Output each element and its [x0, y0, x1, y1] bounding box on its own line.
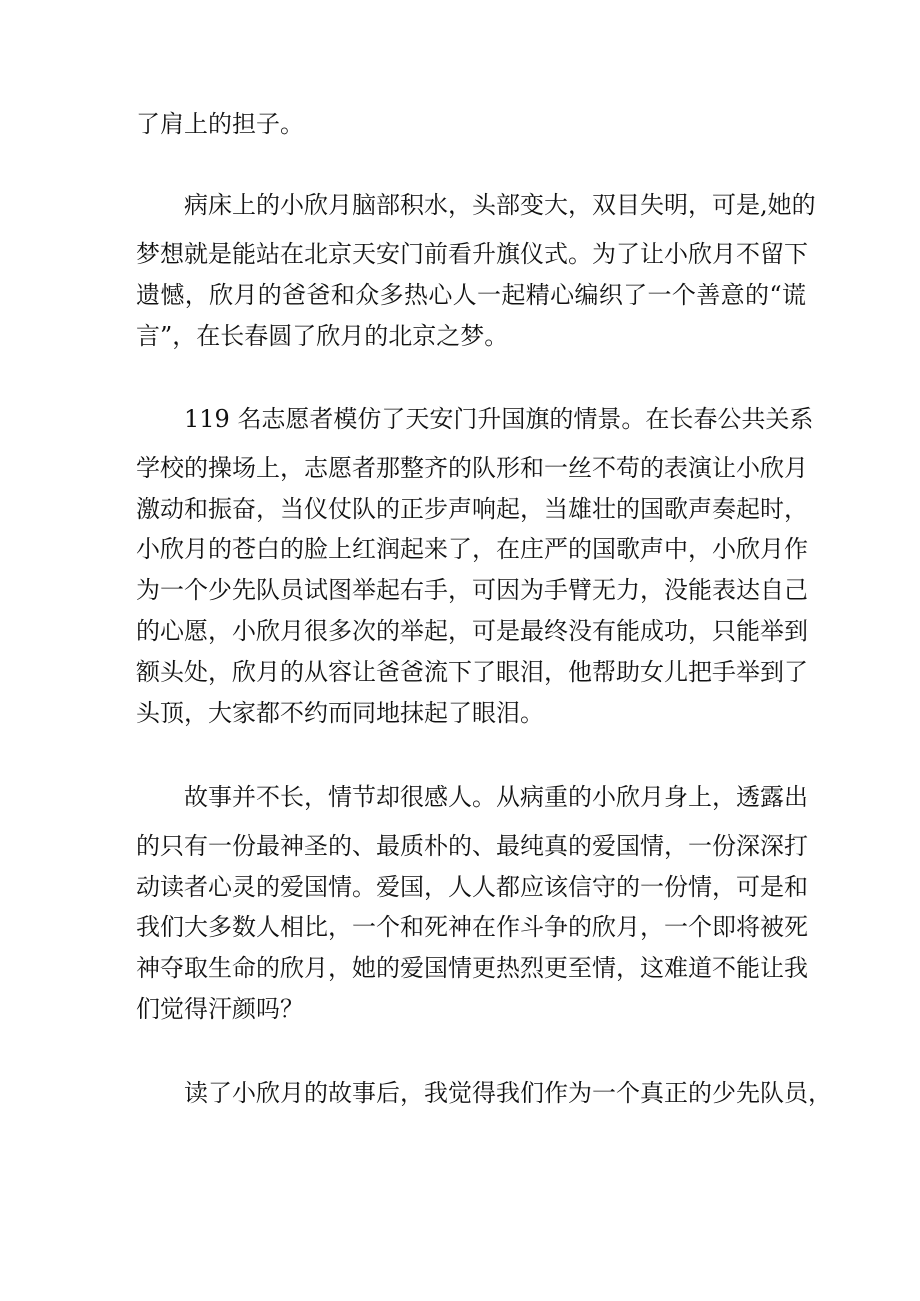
paragraph-4-line-4: 我们大多数人相比，一个和死神在作斗争的欣月，一个即将被死	[136, 913, 808, 941]
paragraph-4-line-5: 神夺取生命的欣月，她的爱国情更热烈更至情，这难道不能让我	[136, 954, 808, 982]
paragraph-4-line-3: 动读者心灵的爱国情。爱国，人人都应该信守的一份情，可是和	[136, 873, 808, 901]
paragraph-3-line-1: 119 名志愿者模仿了天安门升国旗的情景。在长春公共关系	[184, 405, 814, 433]
paragraph-4-line-2: 的只有一份最神圣的、最质朴的、最纯真的爱国情，一份深深打	[136, 832, 808, 860]
paragraph-3-line-8: 头顶，大家都不约而同地抹起了眼泪。	[136, 699, 544, 727]
paragraph-3-line-6: 的心愿，小欣月很多次的举起，可是最终没有能成功，只能举到	[136, 617, 808, 645]
paragraph-3-line-4: 小欣月的苍白的脸上红润起来了，在庄严的国歌声中，小欣月作	[136, 535, 808, 563]
paragraph-2-line-3: 遗憾，欣月的爸爸和众多热心人一起精心编织了一个善意的“谎	[136, 281, 806, 309]
paragraph-2-line-1: 病床上的小欣月脑部积水，头部变大，双目失明，可是,她的	[184, 191, 816, 219]
paragraph-3-line-5: 为一个少先队员试图举起右手，可因为手臂无力，没能表达自己	[136, 576, 808, 604]
paragraph-2-line-2: 梦想就是能站在北京天安门前看升旗仪式。为了让小欣月不留下	[136, 240, 808, 268]
paragraph-5-line-1: 读了小欣月的故事后，我觉得我们作为一个真正的少先队员，	[184, 1079, 832, 1107]
paragraph-3-line-2: 学校的操场上，志愿者那整齐的队形和一丝不苟的表演让小欣月	[136, 454, 808, 482]
paragraph-3-line-7: 额头处，欣月的从容让爸爸流下了眼泪，他帮助女儿把手举到了	[136, 658, 808, 686]
paragraph-4-line-1: 故事并不长，情节却很感人。从病重的小欣月身上，透露出	[184, 783, 808, 811]
paragraph-3-line-3: 激动和振奋，当仪仗队的正步声响起，当雄壮的国歌声奏起时，	[136, 495, 808, 523]
paragraph-1-line-1: 了肩上的担子。	[136, 110, 304, 138]
paragraph-2-line-4: 言”，在长春圆了欣月的北京之梦。	[136, 322, 509, 350]
paragraph-4-line-6: 们觉得汗颜吗？	[136, 995, 304, 1023]
